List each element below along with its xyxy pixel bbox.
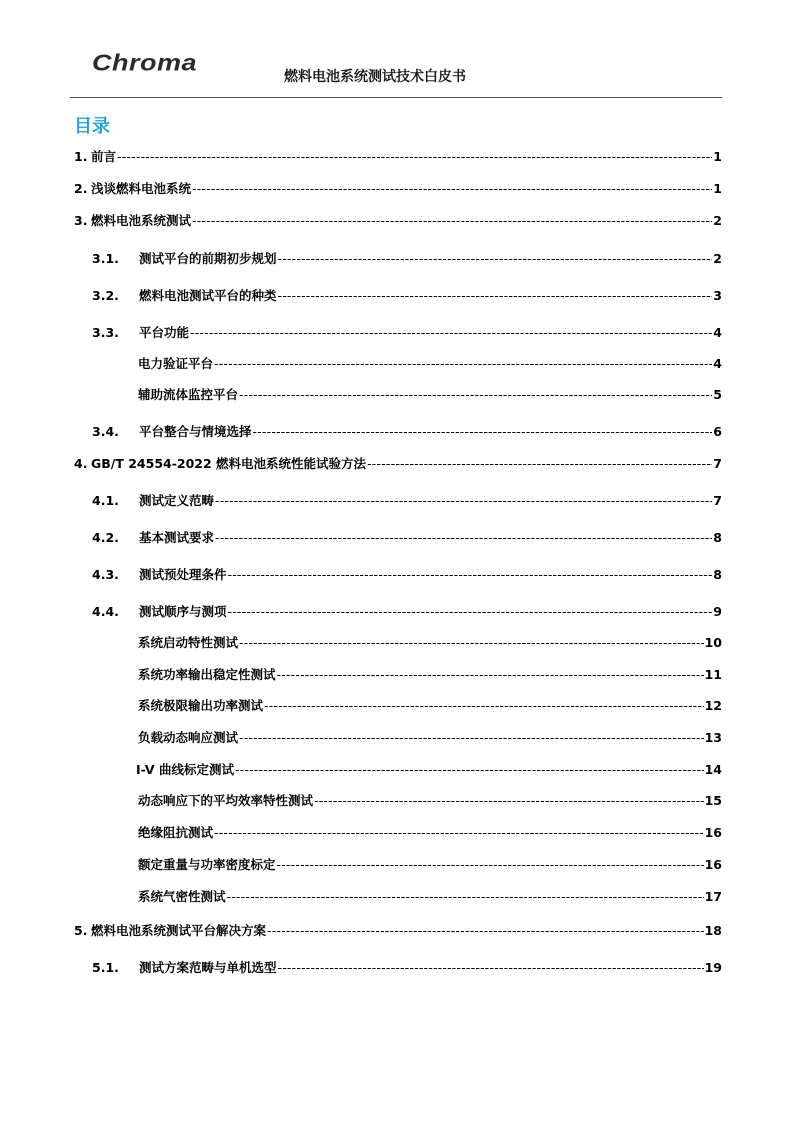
toc-entry-title: 燃料电池系统测试平台解决方案: [91, 923, 267, 938]
toc-entry[interactable]: [92, 288, 722, 304]
toc-entry-title: 测试预处理条件: [139, 567, 227, 582]
toc-entry-number: 5.: [74, 923, 88, 938]
toc-entry-title: 测试平台的前期初步规划: [139, 251, 277, 266]
toc-entry[interactable]: [138, 698, 722, 714]
toc-entry-title: 辅助流体监控平台: [138, 387, 239, 402]
toc-entry-title: 平台功能: [139, 325, 190, 340]
toc-entry-title: 测试方案范畴与单机选型: [139, 960, 277, 975]
toc-entry-page: 13: [704, 730, 722, 745]
toc-entry-title: 系统启动特性测试: [138, 635, 239, 650]
toc-entry-page: 10: [704, 635, 722, 650]
toc-entry-title: 系统气密性测试: [138, 889, 226, 904]
toc-entry[interactable]: [74, 149, 722, 165]
document-title: 燃料电池系统测试技术白皮书: [284, 69, 466, 85]
toc-entry-page: 8: [713, 567, 722, 582]
toc-entry[interactable]: [138, 793, 722, 809]
toc-entry-number: 4.3.: [92, 567, 119, 582]
toc-entry-page: 1: [713, 149, 722, 164]
toc-entry[interactable]: [92, 424, 722, 440]
toc-entry[interactable]: [92, 325, 722, 341]
toc-entry[interactable]: [92, 567, 722, 583]
toc-entry-page: 6: [713, 424, 722, 439]
toc-entry-page: 8: [713, 530, 722, 545]
toc-leader: [239, 730, 704, 746]
toc-entry-title: 平台整合与情境选择: [139, 424, 252, 439]
toc-entry-page: 7: [713, 456, 722, 471]
toc-leader: [214, 356, 712, 372]
toc-entry-page: 9: [713, 604, 722, 619]
toc-entry[interactable]: [136, 762, 722, 778]
toc-leader: [227, 889, 704, 905]
toc-entry-title: 电力验证平台: [138, 356, 214, 371]
toc-entry[interactable]: [138, 825, 722, 841]
toc-entry-page: 15: [704, 793, 722, 808]
toc-entry-title: 额定重量与功率密度标定: [138, 857, 276, 872]
toc-entry-title: 负载动态响应测试: [138, 730, 239, 745]
toc-entry-number: 2.: [74, 181, 88, 196]
toc-entry[interactable]: [92, 960, 722, 976]
toc-entry-number: 4.4.: [92, 604, 119, 619]
toc-entry-page: 2: [713, 213, 722, 228]
toc-entry-number: 5.1.: [92, 960, 119, 975]
toc-entry-title: I-V 曲线标定测试: [136, 762, 234, 777]
toc-leader: [192, 213, 712, 229]
toc-entry-number: 4.: [74, 456, 88, 471]
toc-entry-number: 4.1.: [92, 493, 119, 508]
toc-entry-title: 绝缘阻抗测试: [138, 825, 214, 840]
toc-entry[interactable]: [92, 604, 722, 620]
toc-leader: [278, 251, 713, 267]
toc-entry-number: 3.3.: [92, 325, 119, 340]
toc-entry[interactable]: [138, 857, 722, 873]
toc-leader: [117, 149, 712, 165]
toc-entry[interactable]: [74, 213, 722, 229]
toc-entry-title: 前言: [91, 149, 117, 164]
toc-entry-number: 3.4.: [92, 424, 119, 439]
toc-entry-page: 1: [713, 181, 722, 196]
toc-entry[interactable]: [92, 530, 722, 546]
toc-leader: [314, 793, 704, 809]
toc-entry-title: 测试定义范畴: [139, 493, 215, 508]
toc-entry-page: 12: [704, 698, 722, 713]
toc-leader: [190, 325, 712, 341]
toc-leader: [228, 567, 713, 583]
toc-entry-page: 11: [704, 667, 722, 682]
toc-leader: [228, 604, 713, 620]
toc-entry-title: 燃料电池测试平台的种类: [139, 288, 277, 303]
toc-entry-title: GB/T 24554-2022 燃料电池系统性能试验方法: [91, 456, 367, 471]
toc-heading: 目录: [74, 116, 110, 137]
toc-entry-title: 燃料电池系统测试: [91, 213, 192, 228]
toc-entry[interactable]: [74, 923, 722, 939]
toc-leader: [277, 667, 704, 683]
toc-entry[interactable]: [138, 387, 722, 403]
chroma-logo: Chroma: [92, 50, 198, 76]
toc-leader: [277, 857, 704, 873]
toc-entry-page: 4: [713, 325, 722, 340]
toc-entry-page: 16: [704, 857, 722, 872]
toc-leader: [215, 530, 712, 546]
toc-entry[interactable]: [138, 667, 722, 683]
toc-entry-number: 3.1.: [92, 251, 119, 266]
toc-leader: [192, 181, 712, 197]
toc-entry-number: 4.2.: [92, 530, 119, 545]
toc-entry[interactable]: [138, 889, 722, 905]
toc-entry[interactable]: [138, 635, 722, 651]
toc-entry-page: 19: [704, 960, 722, 975]
toc-leader: [214, 825, 704, 841]
toc-entry[interactable]: [138, 356, 722, 372]
toc-entry-page: 7: [713, 493, 722, 508]
toc-entry-page: 5: [713, 387, 722, 402]
header-divider: [70, 97, 722, 98]
toc-entry-title: 浅谈燃料电池系统: [91, 181, 192, 196]
toc-leader: [267, 923, 704, 939]
toc-entry-page: 3: [713, 288, 722, 303]
toc-leader: [239, 635, 704, 651]
toc-entry[interactable]: [92, 251, 722, 267]
toc-entry[interactable]: [74, 181, 722, 197]
toc-entry-number: 1.: [74, 149, 88, 164]
toc-entry[interactable]: [92, 493, 722, 509]
page-header: [0, 0, 793, 100]
toc-entry-page: 4: [713, 356, 722, 371]
toc-leader: [278, 960, 704, 976]
toc-leader: [367, 456, 712, 472]
toc-entry[interactable]: [138, 730, 722, 746]
toc-entry-number: 3.2.: [92, 288, 119, 303]
toc-entry-title: 测试顺序与测项: [139, 604, 227, 619]
toc-leader: [215, 493, 712, 509]
toc-leader: [278, 288, 713, 304]
toc-leader: [235, 762, 704, 778]
toc-leader: [253, 424, 713, 440]
toc-entry-title: 基本测试要求: [139, 530, 215, 545]
toc-entry-number: 3.: [74, 213, 88, 228]
toc-leader: [239, 387, 712, 403]
toc-entry-page: 17: [704, 889, 722, 904]
toc-entry-page: 16: [704, 825, 722, 840]
toc-entry-page: 2: [713, 251, 722, 266]
toc-entry-page: 18: [704, 923, 722, 938]
toc-entry-title: 系统极限输出功率测试: [138, 698, 264, 713]
toc-entry-title: 动态响应下的平均效率特性测试: [138, 793, 314, 808]
toc-entry-page: 14: [704, 762, 722, 777]
toc-entry[interactable]: [74, 456, 722, 472]
toc-entry-title: 系统功率输出稳定性测试: [138, 667, 276, 682]
toc-leader: [264, 698, 704, 714]
